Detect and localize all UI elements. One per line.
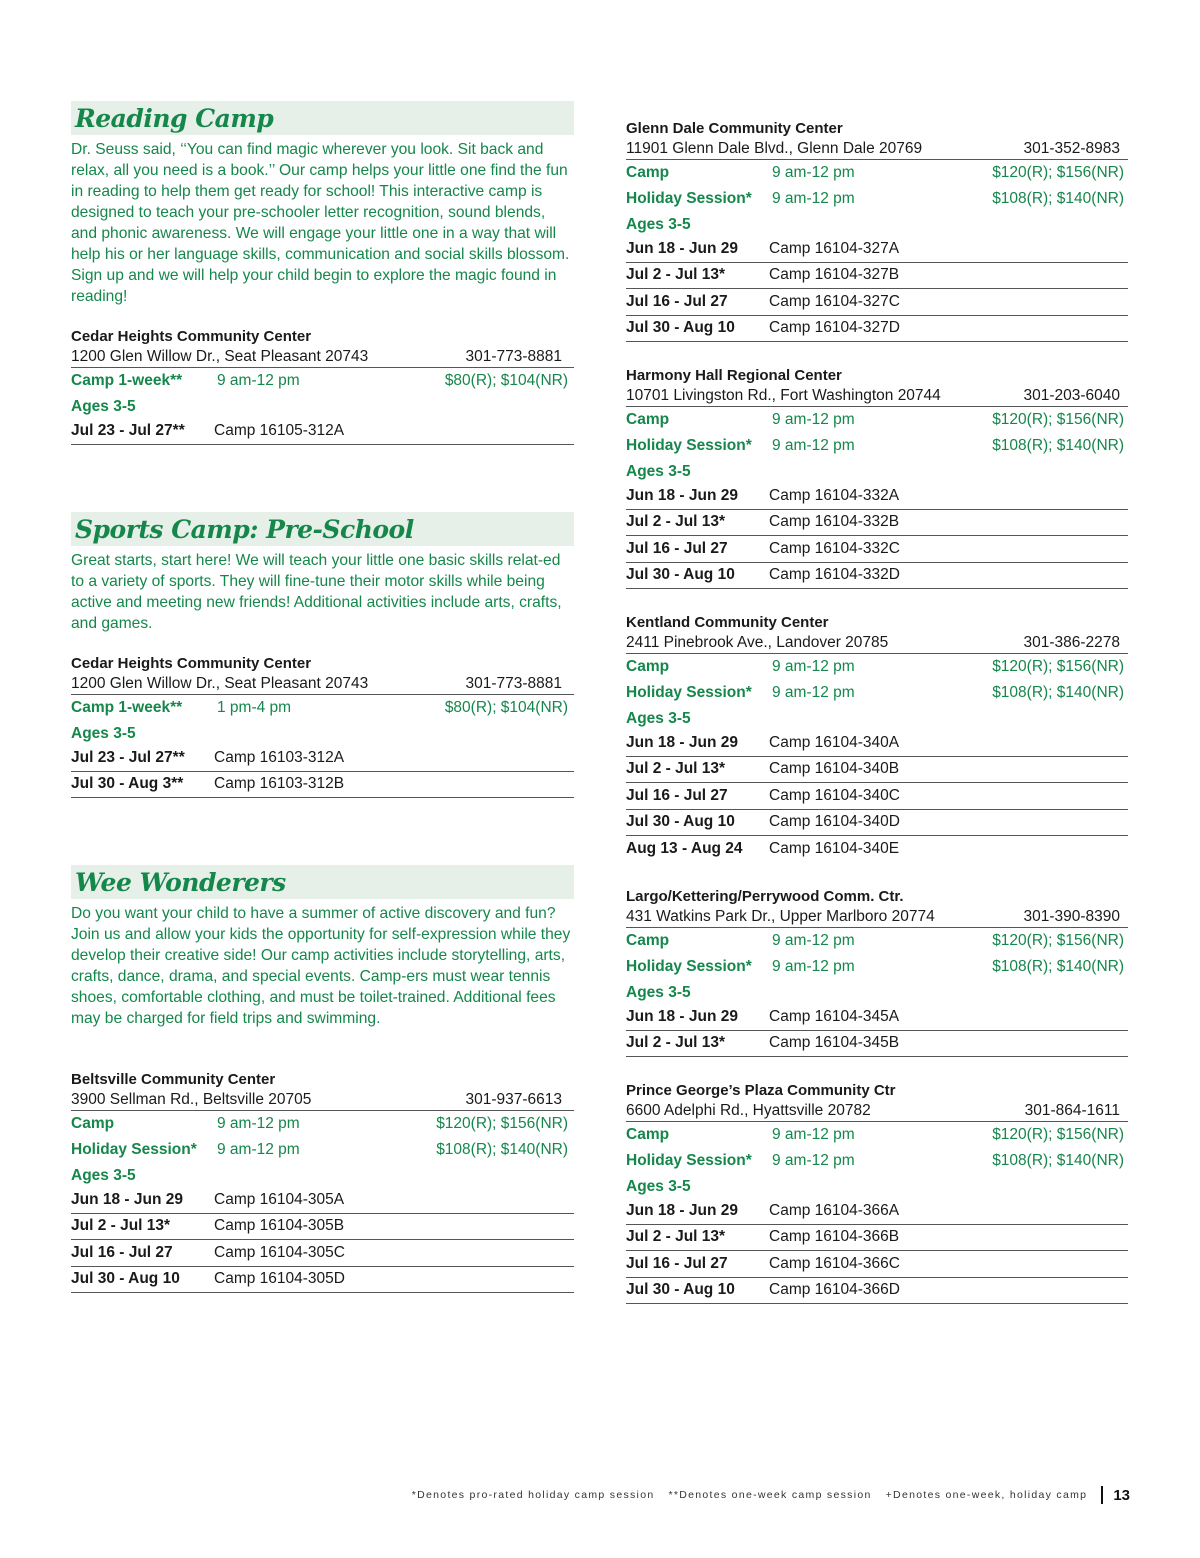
center-address: 1200 Glen Willow Dr., Seat Pleasant 20743 — [71, 675, 369, 692]
footnote-one-week-holiday: +Denotes one-week, holiday camp — [885, 1489, 1088, 1501]
session-time: 9 am-12 pm — [772, 190, 855, 207]
session-fee: $80(R); $104(NR) — [444, 699, 568, 716]
section-header — [71, 512, 574, 546]
date-row — [71, 772, 574, 799]
date-row — [626, 810, 1128, 837]
date-range: Jun 18 - Jun 29 — [626, 1007, 738, 1025]
center-phone: 301-864-1611 — [1024, 1102, 1120, 1119]
date-row — [626, 783, 1128, 810]
center-block — [626, 612, 1128, 863]
date-range: Jul 30 - Aug 10 — [71, 1270, 180, 1288]
center-phone: 301-386-2278 — [1023, 634, 1120, 651]
date-range: Jul 2 - Jul 13* — [626, 513, 726, 531]
session-time: 9 am-12 pm — [772, 411, 855, 428]
ages-label: Ages 3-5 — [71, 1167, 136, 1184]
date-row — [626, 1278, 1128, 1305]
center-address: 431 Watkins Park Dr., Upper Marlboro 20774 — [626, 908, 935, 925]
center-address-row — [626, 139, 1128, 160]
center-phone: 301-773-8881 — [465, 348, 562, 365]
date-row — [626, 289, 1128, 316]
session-time: 1 pm-4 pm — [217, 699, 292, 716]
session-name: Camp — [626, 658, 670, 675]
date-row — [626, 1251, 1128, 1278]
camp-code: Camp 16104-332A — [769, 486, 900, 504]
session-time: 9 am-12 pm — [772, 1126, 855, 1143]
session-row — [626, 1148, 1128, 1174]
date-row — [626, 1031, 1128, 1058]
camp-code: Camp 16103-312B — [214, 775, 345, 793]
center-address: 1200 Glen Willow Dr., Seat Pleasant 20743 — [71, 348, 369, 365]
session-row — [71, 1111, 574, 1137]
sports-camp-section — [71, 512, 574, 634]
center-address: 6600 Adelphi Rd., Hyattsville 20782 — [626, 1102, 871, 1119]
session-time: 9 am-12 pm — [217, 1115, 300, 1132]
date-row — [71, 1267, 574, 1294]
center-address-row — [626, 907, 1128, 928]
camp-code: Camp 16104-366D — [769, 1281, 900, 1299]
session-name: Camp — [626, 932, 670, 949]
session-name: Holiday Session* — [626, 1152, 752, 1169]
center-block — [71, 1069, 574, 1293]
camp-code: Camp 16104-366B — [769, 1228, 900, 1246]
camp-code: Camp 16104-327D — [769, 319, 900, 337]
date-row — [626, 483, 1128, 510]
section-description: Dr. Seuss said, ‘‘You can find magic wherever you look. Sit back and relax, all you need is a book.’’ Our camp helps your little one find the fun in reading to help them get ready for school! This interactive camp is designed to teach your pre-schooler letter recognition, sound blends, and phonic awareness. We will engage your little one in a way that will help his or her language skills, communication and social skills blossom. Sign up and we will help your child begin to explore the magic found in reading! — [71, 141, 570, 305]
session-fee: $120(R); $156(NR) — [436, 1115, 568, 1132]
center-phone: 301-773-8881 — [465, 675, 562, 692]
center-block — [71, 653, 574, 798]
date-range: Jun 18 - Jun 29 — [71, 1190, 183, 1208]
session-name: Camp — [626, 164, 670, 181]
session-time: 9 am-12 pm — [772, 437, 855, 454]
session-row — [626, 433, 1128, 459]
session-row — [71, 1137, 574, 1163]
session-name: Holiday Session* — [626, 190, 752, 207]
session-row — [626, 160, 1128, 186]
center-address: 2411 Pinebrook Ave., Landover 20785 — [626, 634, 889, 651]
section-title: Sports Camp: Pre-School — [75, 514, 414, 544]
center-block — [626, 1080, 1128, 1304]
date-range: Jul 2 - Jul 13* — [71, 1217, 171, 1235]
session-name: Camp 1-week** — [71, 699, 183, 716]
center-block — [71, 326, 574, 445]
camp-code: Camp 16104-305C — [214, 1243, 345, 1261]
footnote-one-week: **Denotes one-week camp session — [668, 1489, 872, 1501]
center-phone: 301-390-8390 — [1023, 908, 1120, 925]
date-row — [71, 745, 574, 772]
ages-label: Ages 3-5 — [626, 710, 691, 727]
center-name: Cedar Heights Community Center — [71, 328, 312, 345]
camp-code: Camp 16104-366C — [769, 1254, 900, 1272]
center-address-row — [71, 1090, 574, 1111]
session-time: 9 am-12 pm — [772, 958, 855, 975]
session-name: Camp — [626, 411, 670, 428]
wee-wonderers-section — [71, 865, 574, 1029]
date-row — [71, 1187, 574, 1214]
session-fee: $120(R); $156(NR) — [992, 411, 1124, 428]
date-row — [626, 236, 1128, 263]
date-range: Aug 13 - Aug 24 — [626, 840, 743, 858]
session-fee: $108(R); $140(NR) — [992, 958, 1124, 975]
session-row — [626, 407, 1128, 433]
session-row — [626, 680, 1128, 706]
session-row — [71, 695, 574, 721]
session-time: 9 am-12 pm — [772, 684, 855, 701]
date-row — [626, 316, 1128, 343]
session-row — [71, 368, 574, 394]
session-name: Holiday Session* — [626, 958, 752, 975]
center-address-row — [626, 1101, 1128, 1122]
center-address-row — [71, 674, 574, 695]
date-range: Jul 16 - Jul 27 — [626, 786, 728, 804]
date-range: Jun 18 - Jun 29 — [626, 486, 738, 504]
center-name: Glenn Dale Community Center — [626, 120, 843, 137]
center-name: Cedar Heights Community Center — [71, 655, 312, 672]
session-name: Holiday Session* — [71, 1141, 197, 1158]
date-range: Jul 2 - Jul 13* — [626, 266, 726, 284]
camp-code: Camp 16104-332D — [769, 566, 900, 584]
date-range: Jul 30 - Aug 10 — [626, 1281, 735, 1299]
center-block — [626, 365, 1128, 589]
session-fee: $120(R); $156(NR) — [992, 1126, 1124, 1143]
camp-code: Camp 16104-305A — [214, 1190, 345, 1208]
camp-code: Camp 16104-340A — [769, 733, 900, 751]
session-fee: $80(R); $104(NR) — [444, 372, 568, 389]
session-fee: $108(R); $140(NR) — [992, 190, 1124, 207]
date-row — [626, 1198, 1128, 1225]
camp-code: Camp 16104-345A — [769, 1007, 900, 1025]
session-name: Holiday Session* — [626, 684, 752, 701]
ages-label: Ages 3-5 — [626, 984, 691, 1001]
camp-code: Camp 16104-305D — [214, 1270, 345, 1288]
date-range: Jul 2 - Jul 13* — [626, 760, 726, 778]
section-description: Great starts, start here! We will teach your little one basic skills relat-ed to a variety of sports. They will fine-tune their motor skills while being active and meeting new friends! Additional activities include arts, crafts, and games. — [71, 552, 562, 632]
center-phone: 301-203-6040 — [1023, 387, 1120, 404]
session-time: 9 am-12 pm — [217, 372, 300, 389]
session-time: 9 am-12 pm — [772, 164, 855, 181]
section-header — [71, 865, 574, 899]
camp-code: Camp 16104-366A — [769, 1201, 900, 1219]
center-block — [626, 886, 1128, 1057]
date-range: Jul 16 - Jul 27 — [71, 1243, 173, 1261]
session-time: 9 am-12 pm — [772, 932, 855, 949]
camp-code: Camp 16104-305B — [214, 1217, 345, 1235]
session-time: 9 am-12 pm — [772, 1152, 855, 1169]
date-range: Jun 18 - Jun 29 — [626, 239, 738, 257]
session-fee: $120(R); $156(NR) — [992, 164, 1124, 181]
date-range: Jul 30 - Aug 3** — [71, 775, 184, 793]
date-range: Jul 16 - Jul 27 — [626, 1254, 728, 1272]
section-title: Wee Wonderers — [75, 867, 286, 897]
date-range: Jun 18 - Jun 29 — [626, 733, 738, 751]
date-range: Jul 30 - Aug 10 — [626, 319, 735, 337]
date-row — [626, 836, 1128, 863]
center-block — [626, 118, 1128, 342]
session-fee: $108(R); $140(NR) — [992, 437, 1124, 454]
reading-camp-section — [71, 101, 574, 307]
session-name: Camp — [71, 1115, 115, 1132]
session-fee: $120(R); $156(NR) — [992, 932, 1124, 949]
date-range: Jul 30 - Aug 10 — [626, 813, 735, 831]
date-row — [626, 510, 1128, 537]
date-range: Jul 16 - Jul 27 — [626, 292, 728, 310]
session-fee: $108(R); $140(NR) — [992, 1152, 1124, 1169]
camp-code: Camp 16104-340D — [769, 813, 900, 831]
date-row — [626, 536, 1128, 563]
footer-divider — [1101, 1486, 1103, 1504]
date-range: Jul 23 - Jul 27** — [71, 748, 185, 766]
page-number: 13 — [1113, 1486, 1130, 1504]
page-footer — [360, 1482, 1130, 1508]
session-time: 9 am-12 pm — [772, 658, 855, 675]
ages-label: Ages 3-5 — [626, 463, 691, 480]
center-address-row — [626, 633, 1128, 654]
session-name: Camp 1-week** — [71, 372, 183, 389]
section-header — [71, 101, 574, 135]
camp-code: Camp 16104-340C — [769, 786, 900, 804]
date-row — [626, 563, 1128, 590]
session-fee: $120(R); $156(NR) — [992, 658, 1124, 675]
date-range: Jun 18 - Jun 29 — [626, 1201, 738, 1219]
session-row — [626, 186, 1128, 212]
center-name: Kentland Community Center — [626, 614, 829, 631]
camp-code: Camp 16104-327A — [769, 239, 900, 257]
camp-code: Camp 16103-312A — [214, 748, 345, 766]
center-address: 11901 Glenn Dale Blvd., Glenn Dale 20769 — [626, 140, 923, 157]
date-row — [626, 730, 1128, 757]
session-name: Holiday Session* — [626, 437, 752, 454]
ages-label: Ages 3-5 — [626, 1178, 691, 1195]
center-name: Harmony Hall Regional Center — [626, 367, 842, 384]
ages-label: Ages 3-5 — [71, 398, 136, 415]
date-row — [626, 757, 1128, 784]
camp-code: Camp 16104-345B — [769, 1034, 900, 1052]
ages-label: Ages 3-5 — [71, 725, 136, 742]
session-row — [626, 654, 1128, 680]
camp-code: Camp 16105-312A — [214, 421, 345, 439]
footnote-holiday: *Denotes pro-rated holiday camp session — [411, 1489, 655, 1501]
section-description: Do you want your child to have a summer of active discovery and fun?Join us and allow your kids the opportunity for self-expression while they develop their creative side! Our camp activities include storytelling, arts, crafts, dance, drama, and special events. Camp-ers must wear tennis shoes, comfortable clothing, and must be toilet-trained. Additional fees may be charged for field trips and swimming. — [71, 905, 571, 1027]
session-fee: $108(R); $140(NR) — [992, 684, 1124, 701]
date-range: Jul 2 - Jul 13* — [626, 1228, 726, 1246]
camp-code: Camp 16104-340E — [769, 840, 900, 858]
date-row — [71, 1240, 574, 1267]
session-name: Camp — [626, 1126, 670, 1143]
date-range: Jul 30 - Aug 10 — [626, 566, 735, 584]
center-address: 3900 Sellman Rd., Beltsville 20705 — [71, 1091, 312, 1108]
date-range: Jul 23 - Jul 27** — [71, 421, 185, 439]
center-name: Largo/Kettering/Perrywood Comm. Ctr. — [626, 888, 904, 905]
center-phone: 301-352-8983 — [1023, 140, 1120, 157]
date-row — [71, 418, 574, 445]
center-address-row — [626, 386, 1128, 407]
camp-code: Camp 16104-332C — [769, 539, 900, 557]
camp-code: Camp 16104-327C — [769, 292, 900, 310]
session-fee: $108(R); $140(NR) — [436, 1141, 568, 1158]
date-range: Jul 16 - Jul 27 — [626, 539, 728, 557]
date-row — [71, 1214, 574, 1241]
session-row — [626, 954, 1128, 980]
date-row — [626, 1225, 1128, 1252]
date-row — [626, 1004, 1128, 1031]
center-phone: 301-937-6613 — [465, 1091, 562, 1108]
center-address: 10701 Livingston Rd., Fort Washington 20744 — [626, 387, 941, 404]
ages-label: Ages 3-5 — [626, 216, 691, 233]
camp-code: Camp 16104-340B — [769, 760, 900, 778]
date-range: Jul 2 - Jul 13* — [626, 1034, 726, 1052]
session-time: 9 am-12 pm — [217, 1141, 300, 1158]
center-name: Prince George’s Plaza Community Ctr — [626, 1082, 896, 1099]
section-title: Reading Camp — [75, 103, 274, 133]
date-row — [626, 263, 1128, 290]
center-address-row — [71, 347, 574, 368]
session-row — [626, 1122, 1128, 1148]
camp-code: Camp 16104-327B — [769, 266, 900, 284]
center-name: Beltsville Community Center — [71, 1071, 276, 1088]
session-row — [626, 928, 1128, 954]
camp-code: Camp 16104-332B — [769, 513, 900, 531]
